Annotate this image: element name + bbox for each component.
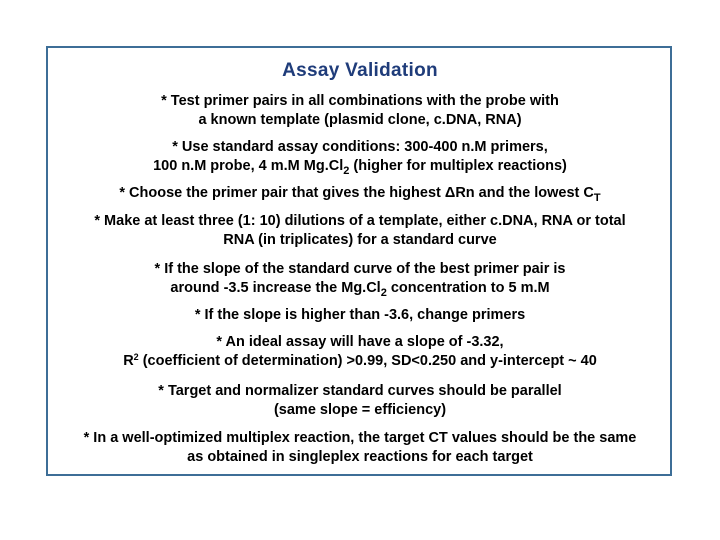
- item-slope-adjust: [40, 260, 680, 299]
- subscript: 2: [343, 165, 350, 177]
- subscript: 2: [380, 287, 387, 299]
- delta-symbol: Δ: [444, 185, 456, 201]
- item-text: (coefficient of determination) >0.99, SD<0.250 and y-intercept ~ 40: [138, 353, 597, 369]
- item-text: * Choose the primer pair that gives the highest: [119, 185, 445, 201]
- item-test-primer-pairs: [40, 92, 680, 130]
- item-standard-conditions: [40, 138, 680, 177]
- item-multiplex: [40, 429, 680, 467]
- item-text: (same slope = efficiency): [273, 402, 447, 418]
- item-text: around -3.5 increase the Mg.Cl: [170, 280, 381, 296]
- superscript: 2: [133, 352, 139, 362]
- item-parallel-curves: [40, 382, 680, 420]
- item-text: a known template (plasmid clone, c.DNA, RNA): [198, 112, 522, 128]
- item-text: 100 n.M probe, 4 m.M Mg.Cl: [153, 158, 344, 174]
- item-text: * If the slope of the standard curve of the best primer pair is: [154, 261, 566, 277]
- item-text: * Use standard assay conditions: 300-400 n.M primers,: [172, 139, 548, 155]
- item-text: * An ideal assay will have a slope of -3.32,: [216, 334, 504, 350]
- item-text: concentration to 5 m.M: [386, 280, 550, 296]
- item-text: * Test primer pairs in all combinations with the probe with: [161, 93, 559, 109]
- item-text: (higher for multiplex reactions): [349, 158, 567, 174]
- item-ideal-assay: [40, 333, 680, 371]
- item-text: * Make at least three (1: 10) dilutions of a template, either c.DNA, RNA or total: [94, 213, 626, 229]
- item-choose-primer-pair: [40, 184, 680, 204]
- item-make-dilutions: [40, 212, 680, 250]
- item-text: Rn and the lowest C: [455, 185, 594, 201]
- subscript: T: [593, 192, 601, 204]
- item-text: as obtained in singleplex reactions for each target: [187, 449, 533, 465]
- item-text: * Target and normalizer standard curves should be parallel: [158, 383, 562, 399]
- item-text: R: [123, 353, 134, 369]
- item-change-primers: [40, 306, 680, 325]
- page-title: Assay Validation: [282, 60, 438, 81]
- item-text: RNA (in triplicates) for a standard curve: [223, 232, 497, 248]
- item-text: * In a well-optimized multiplex reaction, the target CT values should be the same: [83, 430, 637, 446]
- item-text: * If the slope is higher than -3.6, change primers: [194, 307, 526, 323]
